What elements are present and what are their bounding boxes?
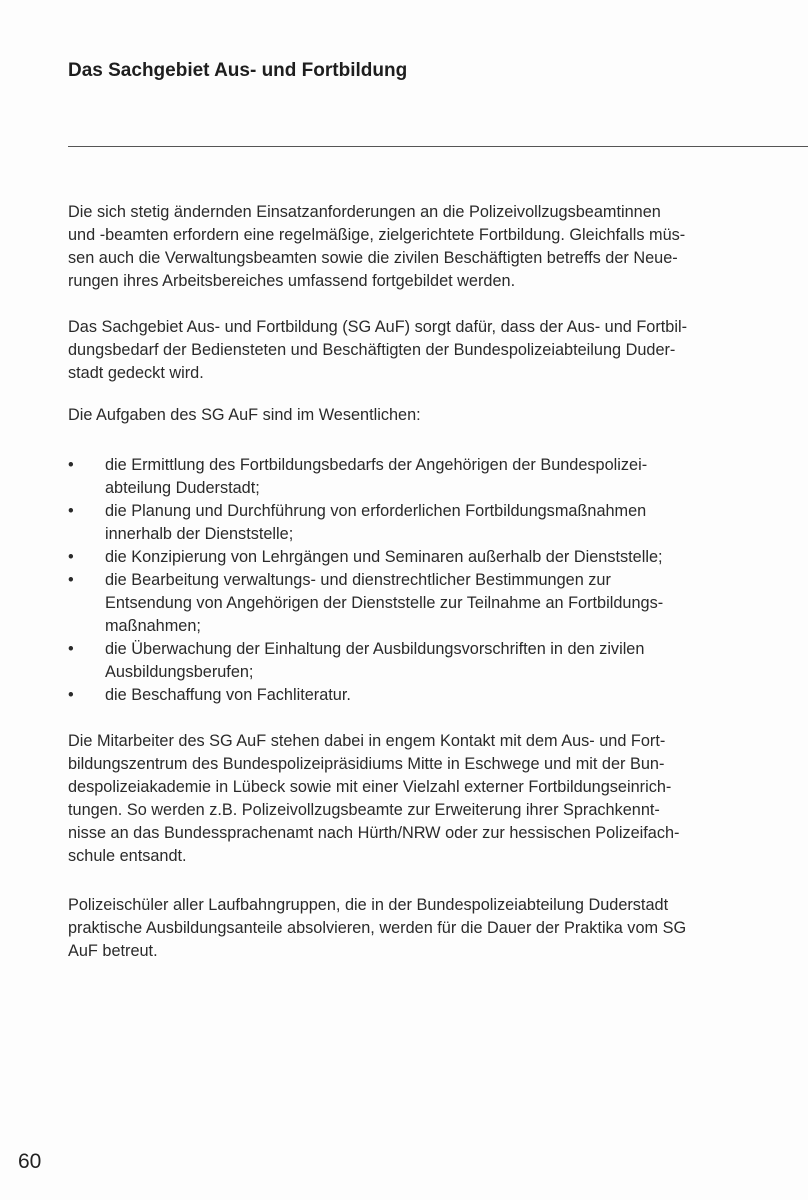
paragraph-tasks-intro: [68, 404, 421, 427]
text-line: dungsbedarf der Bediensteten und Beschäftigten der Bundespolizeiabteilung Duder-: [68, 341, 676, 359]
text-line: despolizeiakademie in Lübeck sowie mit einer Vielzahl externer Fortbildungseinrich-: [68, 778, 672, 796]
list-item: [68, 638, 663, 684]
task-list: [68, 454, 663, 707]
text-line: Die Aufgaben des SG AuF sind im Wesentlichen:: [68, 406, 421, 424]
text-line: die Ermittlung des Fortbildungsbedarfs der Angehörigen der Bundespolizei-: [105, 456, 648, 474]
text-line: Die sich stetig ändernden Einsatzanforderungen an die Polizeivollzugsbeamtinnen: [68, 203, 661, 221]
list-item: [68, 454, 663, 500]
text-line: stadt gedeckt wird.: [68, 364, 204, 382]
text-line: Polizeischüler aller Laufbahngruppen, die in der Bundespolizeiabteilung Duderstadt: [68, 896, 669, 914]
text-line: und -beamten erfordern eine regelmäßige, zielgerichtete Fortbildung. Gleichfalls müs-: [68, 226, 686, 244]
text-line: AuF betreut.: [68, 942, 158, 960]
page-number: 60: [18, 1150, 42, 1173]
text-line: bildungszentrum des Bundespolizeipräsidiums Mitte in Eschwege und mit der Bun-: [68, 755, 665, 773]
text-line: Entsendung von Angehörigen der Dienststelle zur Teilnahme an Fortbildungs-: [105, 594, 664, 612]
paragraph-students: [68, 894, 686, 963]
list-item: [68, 546, 663, 569]
list-item: [68, 569, 663, 638]
text-line: die Beschaffung von Fachliteratur.: [105, 686, 351, 704]
text-line: innerhalb der Dienststelle;: [105, 525, 294, 543]
text-line: abteilung Duderstadt;: [105, 479, 260, 497]
text-line: die Bearbeitung verwaltungs- und dienstrechtlicher Bestimmungen zur: [105, 571, 611, 589]
text-line: tungen. So werden z.B. Polizeivollzugsbeamte zur Erweiterung ihrer Sprachkennt-: [68, 801, 660, 819]
bullet-icon: •: [68, 548, 74, 566]
list-item: [68, 684, 663, 707]
title-divider: [68, 146, 808, 147]
bullet-icon: •: [68, 502, 74, 520]
text-line: Die Mitarbeiter des SG AuF stehen dabei in engem Kontakt mit dem Aus- und Fort-: [68, 732, 666, 750]
paragraph-intro: [68, 201, 685, 293]
text-line: nisse an das Bundessprachenamt nach Hürth/NRW oder zur hessischen Polizeifach-: [68, 824, 680, 842]
text-line: praktische Ausbildungsanteile absolvieren, werden für die Dauer der Praktika vom SG: [68, 919, 687, 937]
text-line: rungen ihres Arbeitsbereiches umfassend fortgebildet werden.: [68, 272, 516, 290]
text-line: Das Sachgebiet Aus- und Fortbildung (SG AuF) sorgt dafür, dass der Aus- und Fortbil-: [68, 318, 688, 336]
text-line: maßnahmen;: [105, 617, 201, 635]
text-line: die Überwachung der Einhaltung der Ausbildungsvorschriften in den zivilen: [105, 640, 645, 658]
text-line: sen auch die Verwaltungsbeamten sowie die zivilen Beschäftigten betreffs der Neue-: [68, 249, 678, 267]
text-line: die Planung und Durchführung von erforderlichen Fortbildungsmaßnahmen: [105, 502, 647, 520]
text-line: die Konzipierung von Lehrgängen und Seminaren außerhalb der Dienststelle;: [105, 548, 663, 566]
text-line: Ausbildungsberufen;: [105, 663, 254, 681]
paragraph-contacts: [68, 730, 679, 868]
paragraph-sg-auf: [68, 316, 687, 385]
bullet-icon: •: [68, 686, 74, 704]
bullet-icon: •: [68, 571, 74, 589]
bullet-icon: •: [68, 456, 74, 474]
bullet-icon: •: [68, 640, 74, 658]
page-title: Das Sachgebiet Aus- und Fortbildung: [68, 60, 408, 81]
list-item: [68, 500, 663, 546]
text-line: schule entsandt.: [68, 847, 187, 865]
